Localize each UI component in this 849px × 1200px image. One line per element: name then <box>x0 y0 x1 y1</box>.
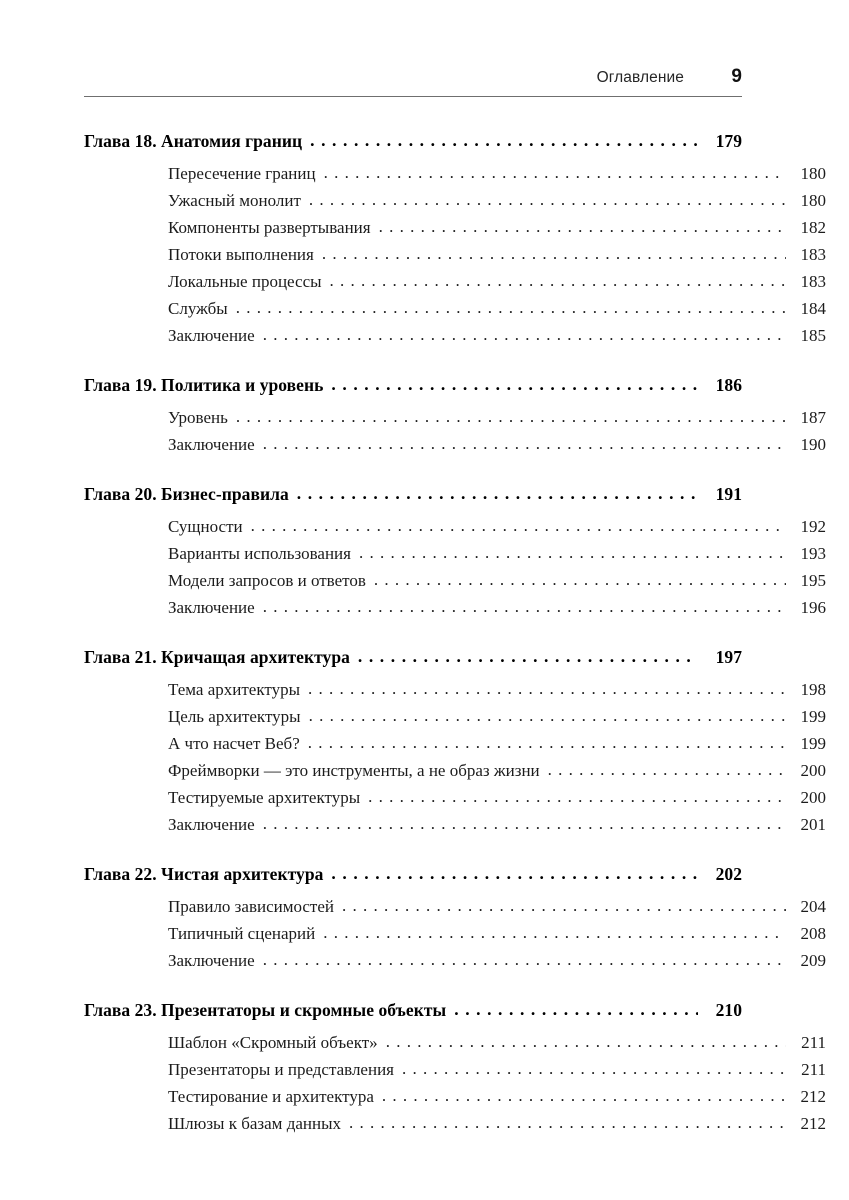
dot-leader <box>263 815 786 835</box>
dot-leader <box>263 951 786 971</box>
toc-section-title: Компоненты развертывания <box>168 218 371 237</box>
toc-section-page: 184 <box>800 299 826 318</box>
toc-chapter-page: 179 <box>715 131 742 151</box>
toc-section-entry[interactable] <box>84 924 826 951</box>
dot-leader <box>331 375 698 396</box>
toc-section-entry[interactable] <box>84 680 826 707</box>
toc-section-page: 200 <box>800 788 826 807</box>
toc-section-title: Потоки выполнения <box>168 245 314 264</box>
dot-leader <box>308 680 786 700</box>
toc-section-entry[interactable] <box>84 1060 826 1087</box>
toc-section-entry[interactable] <box>84 951 826 978</box>
toc-section-entry[interactable] <box>84 707 826 734</box>
page-number: 9 <box>731 66 742 87</box>
toc-section-entry[interactable] <box>84 1033 826 1060</box>
toc-chapter-title: Глава 18. Анатомия границ <box>84 131 303 151</box>
toc-section-page: 199 <box>800 734 826 753</box>
toc-section-page: 212 <box>800 1114 826 1133</box>
dot-leader <box>349 1114 786 1134</box>
dot-leader <box>374 571 786 591</box>
toc-section-entry[interactable] <box>84 598 826 625</box>
dot-leader <box>322 245 786 265</box>
dot-leader <box>309 707 786 727</box>
dot-leader <box>379 218 786 238</box>
toc-section-entry[interactable] <box>84 1114 826 1141</box>
header-title: Оглавление <box>596 69 684 86</box>
toc-chapter-title: Глава 22. Чистая архитектура <box>84 864 324 884</box>
toc-section-page: 196 <box>800 598 826 617</box>
dot-leader <box>324 164 786 184</box>
toc-section-title: Локальные процессы <box>168 272 322 291</box>
dot-leader <box>358 647 698 668</box>
toc-section-title: Шаблон «Скромный объект» <box>168 1033 378 1052</box>
toc-section-entry[interactable] <box>84 761 826 788</box>
toc-section-title: Фреймворки — это инструменты, а не образ жизни <box>168 761 540 780</box>
dot-leader <box>330 272 786 292</box>
toc-chapter-entry[interactable] <box>84 864 742 897</box>
toc-section-entry[interactable] <box>84 218 826 245</box>
toc-section-title: Варианты использования <box>168 544 351 563</box>
toc-section-title: Заключение <box>168 951 255 970</box>
toc-section-page: 190 <box>800 435 826 454</box>
toc-section-page: 200 <box>800 761 826 780</box>
toc-chapter-page: 186 <box>715 375 742 395</box>
toc-chapter-entry[interactable] <box>84 647 742 680</box>
toc-chapter-title: Глава 20. Бизнес-правила <box>84 484 289 504</box>
toc-section-title: Шлюзы к базам данных <box>168 1114 342 1133</box>
toc-section-page: 199 <box>800 707 826 726</box>
toc-section-entry[interactable] <box>84 788 826 815</box>
toc-section-page: 183 <box>800 245 826 264</box>
toc-section-title: Заключение <box>168 815 255 834</box>
toc-section-page: 208 <box>800 924 826 943</box>
toc-chapter-group <box>84 1000 826 1141</box>
header-divider <box>84 96 742 97</box>
toc-section-page: 211 <box>801 1060 826 1079</box>
toc-chapter-entry[interactable] <box>84 484 742 517</box>
toc-section-entry[interactable] <box>84 571 826 598</box>
dot-leader <box>263 598 786 618</box>
dot-leader <box>342 897 786 917</box>
toc-chapter-group <box>84 375 826 462</box>
toc-chapter-page: 191 <box>715 484 742 504</box>
toc-section-title: Службы <box>168 299 228 318</box>
table-of-contents <box>84 131 826 1141</box>
toc-section-entry[interactable] <box>84 299 826 326</box>
dot-leader <box>236 299 786 319</box>
toc-section-title: Ужасный монолит <box>168 191 301 210</box>
toc-section-title: А что насчет Веб? <box>168 734 300 753</box>
toc-chapter-group <box>84 864 826 978</box>
toc-section-page: 180 <box>800 191 826 210</box>
dot-leader <box>386 1033 786 1053</box>
dot-leader <box>251 517 786 537</box>
toc-chapter-page: 197 <box>715 647 742 667</box>
toc-chapter-entry[interactable] <box>84 1000 742 1033</box>
toc-section-entry[interactable] <box>84 815 826 842</box>
dot-leader <box>368 788 786 808</box>
toc-chapter-entry[interactable] <box>84 131 742 164</box>
toc-section-page: 211 <box>801 1033 826 1052</box>
toc-chapter-title: Глава 23. Презентаторы и скромные объекты <box>84 1000 447 1020</box>
toc-section-title: Типичный сценарий <box>168 924 316 943</box>
toc-chapter-group <box>84 647 826 842</box>
toc-section-page: 183 <box>800 272 826 291</box>
toc-section-title: Заключение <box>168 326 255 345</box>
toc-section-page: 187 <box>800 408 826 427</box>
toc-section-page: 195 <box>800 571 826 590</box>
toc-section-entry[interactable] <box>84 517 826 544</box>
toc-section-entry[interactable] <box>84 734 826 761</box>
toc-section-page: 180 <box>800 164 826 183</box>
dot-leader <box>236 408 786 428</box>
toc-section-page: 193 <box>800 544 826 563</box>
toc-section-title: Уровень <box>168 408 228 427</box>
toc-section-page: 204 <box>800 897 826 916</box>
toc-section-title: Заключение <box>168 598 255 617</box>
toc-section-title: Пересечение границ <box>168 164 316 183</box>
toc-section-entry[interactable] <box>84 435 826 462</box>
toc-section-entry[interactable] <box>84 272 826 299</box>
dot-leader <box>402 1060 786 1080</box>
dot-leader <box>263 326 786 346</box>
toc-section-page: 182 <box>800 218 826 237</box>
toc-section-page: 201 <box>800 815 826 834</box>
dot-leader <box>310 131 698 152</box>
toc-section-title: Заключение <box>168 435 255 454</box>
toc-section-entry[interactable] <box>84 326 826 353</box>
toc-section-entry[interactable] <box>84 245 826 272</box>
toc-chapter-entry[interactable] <box>84 375 742 408</box>
toc-section-page: 212 <box>800 1087 826 1106</box>
toc-chapter-title: Глава 21. Кричащая архитектура <box>84 647 350 667</box>
toc-section-entry[interactable] <box>84 544 826 571</box>
toc-chapter-group <box>84 131 826 353</box>
toc-section-title: Презентаторы и представления <box>168 1060 394 1079</box>
toc-section-entry[interactable] <box>84 191 826 218</box>
toc-section-page: 192 <box>800 517 826 536</box>
dot-leader <box>308 734 786 754</box>
toc-section-title: Тестирование и архитектура <box>168 1087 374 1106</box>
toc-section-entry[interactable] <box>84 897 826 924</box>
toc-section-title: Тема архитектуры <box>168 680 300 699</box>
toc-section-entry[interactable] <box>84 408 826 435</box>
toc-chapter-page: 210 <box>715 1000 742 1020</box>
dot-leader <box>548 761 786 781</box>
toc-chapter-page: 202 <box>715 864 742 884</box>
toc-section-page: 209 <box>800 951 826 970</box>
toc-chapter-group <box>84 484 826 625</box>
dot-leader <box>359 544 786 564</box>
dot-leader <box>331 864 698 885</box>
toc-section-entry[interactable] <box>84 164 826 191</box>
dot-leader <box>454 1000 698 1021</box>
toc-section-page: 185 <box>800 326 826 345</box>
toc-section-title: Сущности <box>168 517 243 536</box>
running-header <box>84 66 742 94</box>
dot-leader <box>263 435 786 455</box>
dot-leader <box>297 484 698 505</box>
toc-section-title: Модели запросов и ответов <box>168 571 366 590</box>
toc-section-page: 198 <box>800 680 826 699</box>
dot-leader <box>382 1087 786 1107</box>
toc-section-entry[interactable] <box>84 1087 826 1114</box>
toc-chapter-title: Глава 19. Политика и уровень <box>84 375 324 395</box>
dot-leader <box>323 924 786 944</box>
dot-leader <box>309 191 786 211</box>
toc-section-title: Цель архитектуры <box>168 707 301 726</box>
toc-section-title: Правило зависимостей <box>168 897 335 916</box>
toc-section-title: Тестируемые архитектуры <box>168 788 361 807</box>
